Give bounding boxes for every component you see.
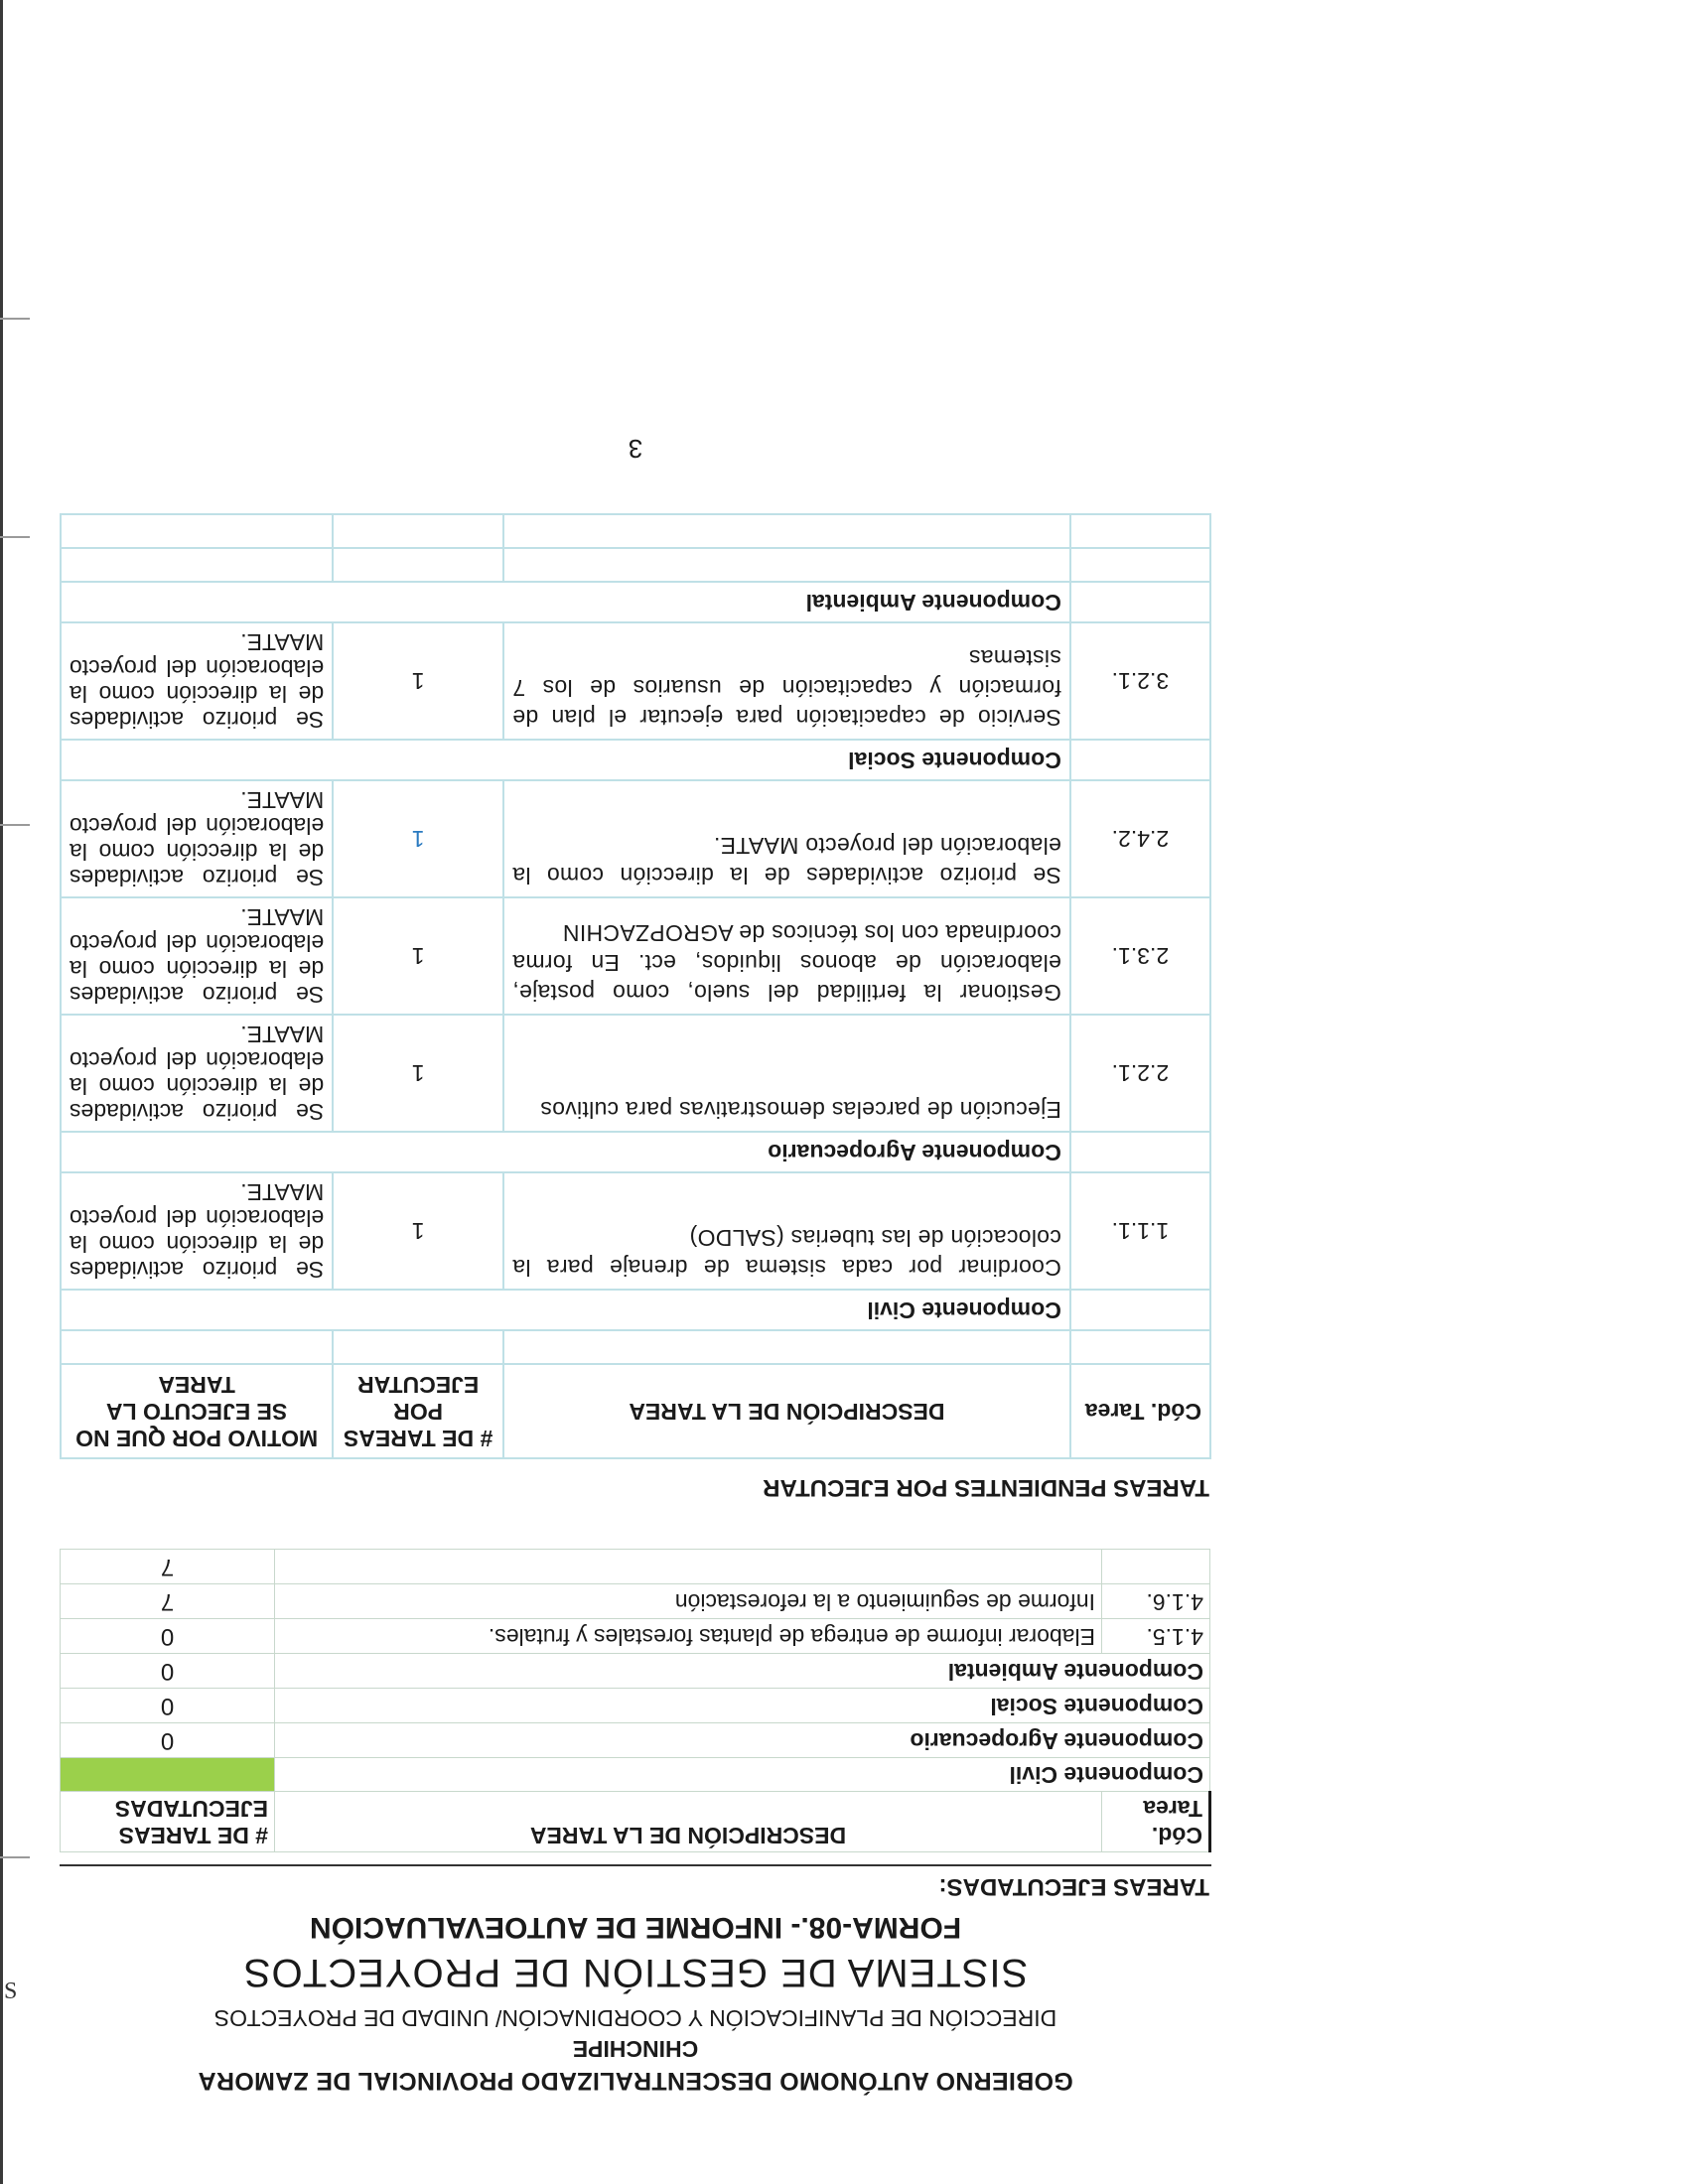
task-code: 2.2.1. bbox=[1070, 1015, 1210, 1132]
table-row-total bbox=[61, 1550, 1210, 1584]
table-row bbox=[61, 1654, 1210, 1689]
pending-section-title: TAREAS PENDIENTES POR EJECUTAR bbox=[763, 1474, 1209, 1501]
table-row bbox=[61, 1689, 1210, 1723]
table-row bbox=[61, 1723, 1210, 1758]
pending-tasks-table bbox=[60, 513, 1211, 1459]
task-code: 1.1.1. bbox=[1070, 1172, 1210, 1290]
table-row bbox=[61, 1172, 1210, 1290]
task-description bbox=[275, 1550, 1102, 1584]
component-social-label: Componente Social bbox=[275, 1689, 1210, 1723]
table-row bbox=[61, 1015, 1210, 1132]
page-number: 3 bbox=[628, 434, 643, 464]
table-row bbox=[61, 897, 1210, 1015]
task-count: 1 bbox=[333, 1015, 503, 1132]
task-description: Informe de seguimiento a la reforestación bbox=[275, 1584, 1102, 1619]
task-count: 0 bbox=[61, 1723, 275, 1758]
task-motive: Se priorizo actividades de la dirección como la elaboración del proyecto MAATE. bbox=[61, 897, 333, 1015]
task-motive: Se priorizo actividades de la dirección como la elaboración del proyecto MAATE. bbox=[61, 1172, 333, 1290]
executed-tasks-table bbox=[60, 1549, 1211, 1852]
task-code: 4.1.5. bbox=[1102, 1619, 1210, 1654]
task-code: 3.2.1. bbox=[1070, 622, 1210, 740]
component-row bbox=[61, 740, 1210, 780]
table-row bbox=[61, 622, 1210, 740]
task-motive: Se priorizo actividades de la dirección como la elaboración del proyecto MAATE. bbox=[61, 1015, 333, 1132]
header-province: CHINCHIPE bbox=[572, 2036, 699, 2062]
table-header-row bbox=[61, 1364, 1210, 1458]
task-description: Gestionar la fertilidad del suelo, como postaje, elaboración de abonos liquidos, ect. En forma coordinada con los técnicos de AGROPZACHIN bbox=[503, 897, 1070, 1015]
col-header-motive: MOTIVO POR QUE NO SE EJECUTO LA TAREA bbox=[61, 1364, 333, 1458]
component-ambiental-label: Componente Ambiental bbox=[275, 1654, 1210, 1689]
component-social-label: Componente Social bbox=[61, 740, 1070, 780]
task-code: 2.4.2. bbox=[1070, 780, 1210, 897]
task-description: Elaborar informe de entrega de plantas forestales y frutales. bbox=[275, 1619, 1102, 1654]
task-code bbox=[1102, 1550, 1210, 1584]
section-rule bbox=[60, 1864, 1211, 1866]
header-direction: DIRECCIÓN DE PLANIFICACIÓN Y COORDINACIÓN/ UNIDAD DE PROYECTOS bbox=[213, 2005, 1057, 2031]
table-row bbox=[61, 780, 1210, 897]
task-count: 1 bbox=[333, 622, 503, 740]
task-count: 0 bbox=[61, 1689, 275, 1723]
task-count: 1 bbox=[333, 1172, 503, 1290]
header-system: SISTEMA DE GESTIÓN DE PROYECTOS bbox=[242, 1951, 1029, 1994]
component-row bbox=[61, 1132, 1210, 1172]
col-header-cod: Cód. Tarea bbox=[1102, 1792, 1210, 1852]
component-agro-label: Componente Agropecuario bbox=[61, 1132, 1070, 1172]
spacer-row bbox=[61, 514, 1210, 548]
col-header-desc: DESCRIPCIÓN DE LA TAREA bbox=[275, 1792, 1102, 1852]
task-description: Servicio de capacitación para ejecutar el plan de formación y capacitación de usuarios de los 7 sistemas bbox=[503, 622, 1070, 740]
spacer-row bbox=[61, 1330, 1210, 1364]
task-description: Ejecución de parcelas demostrativas para cultivos bbox=[503, 1015, 1070, 1132]
table-row bbox=[61, 1758, 1210, 1792]
document-sheet bbox=[60, 433, 1211, 2095]
col-header-desc: DESCRIPCIÓN DE LA TAREA bbox=[503, 1364, 1070, 1458]
spacer-row bbox=[61, 548, 1210, 582]
task-description: Se priorizo actividades de la dirección como la elaboración del proyecto MAATE. bbox=[503, 780, 1070, 897]
highlight-cell bbox=[61, 1758, 275, 1792]
component-row bbox=[61, 582, 1210, 622]
component-row bbox=[61, 1290, 1210, 1330]
task-count: 7 bbox=[61, 1584, 275, 1619]
edge-letter: S bbox=[4, 1979, 18, 2004]
task-code: 2.3.1. bbox=[1070, 897, 1210, 1015]
component-civil-label: Componente Civil bbox=[275, 1758, 1210, 1792]
table-row bbox=[61, 1619, 1210, 1654]
header-institution: GOBIERNO AUTÓNOMO DESCENTRALIZADO PROVINCIAL DE ZAMORA bbox=[198, 2067, 1073, 2095]
table-header-row bbox=[61, 1792, 1210, 1852]
task-motive: Se priorizo actividades de la dirección como la elaboración del proyecto MAATE. bbox=[61, 622, 333, 740]
component-civil-label: Componente Civil bbox=[61, 1290, 1070, 1330]
task-count-total: 7 bbox=[61, 1550, 275, 1584]
col-header-num: # DE TAREAS EJECUTADAS bbox=[61, 1792, 275, 1852]
task-count: 0 bbox=[61, 1654, 275, 1689]
executed-section-title: TAREAS EJECUTADAS: bbox=[938, 1873, 1209, 1900]
component-ambiental-label: Componente Ambiental bbox=[61, 582, 1070, 622]
header-form-title: FORMA-08.- INFORME DE AUTOEVALUACIÓN bbox=[309, 1911, 962, 1944]
task-count: 1 bbox=[333, 897, 503, 1015]
task-motive: Se priorizo actividades de la dirección como la elaboración del proyecto MAATE. bbox=[61, 780, 333, 897]
col-header-num: # DE TAREAS POR EJECUTAR bbox=[333, 1364, 503, 1458]
col-header-cod: Cód. Tarea bbox=[1070, 1364, 1210, 1458]
component-agro-label: Componente Agropecuario bbox=[275, 1723, 1210, 1758]
task-count: 0 bbox=[61, 1619, 275, 1654]
table-row bbox=[61, 1584, 1210, 1619]
task-code: 4.1.6. bbox=[1102, 1584, 1210, 1619]
task-description: Coordinar por cada sistema de drenaje para la colocación de las tuberias (SALDO) bbox=[503, 1172, 1070, 1290]
task-count: 1 bbox=[333, 780, 503, 897]
